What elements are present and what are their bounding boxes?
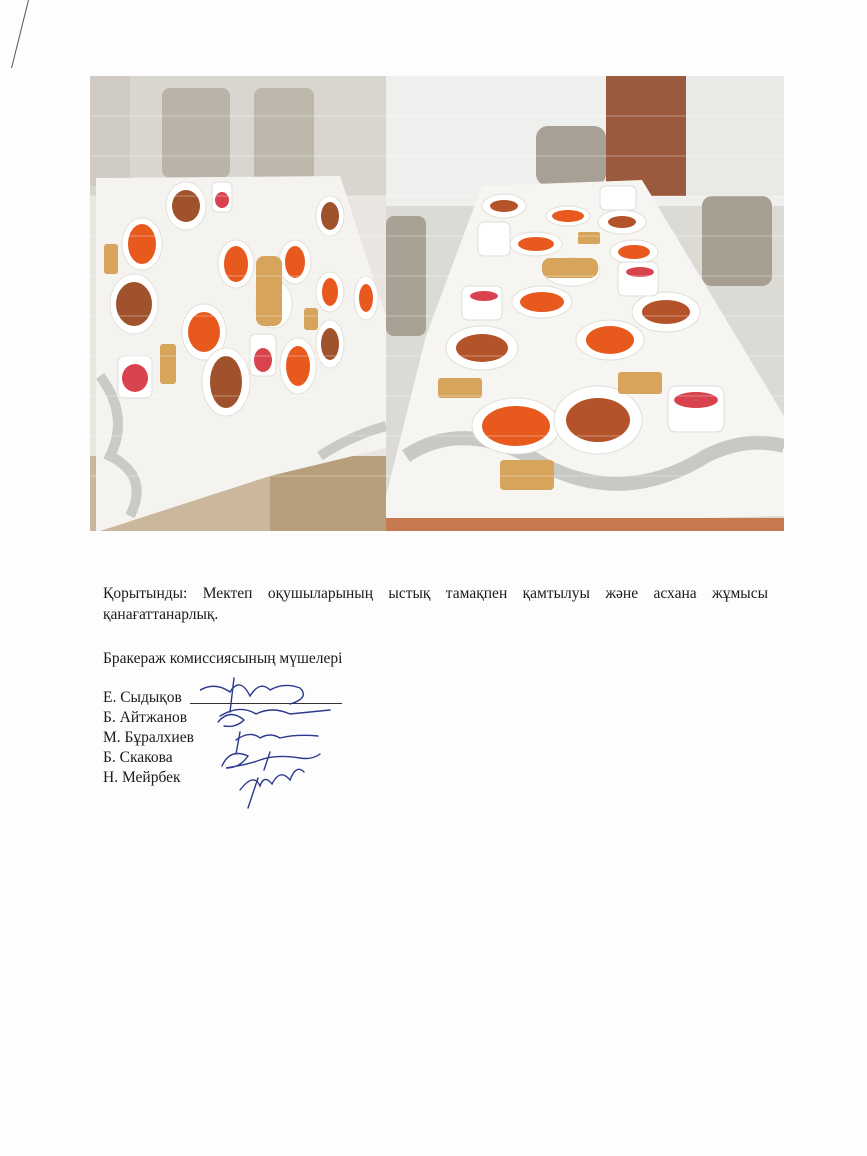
handwritten-signatures	[200, 668, 350, 818]
member-name: Н. Мейрбек	[103, 769, 181, 786]
signature-line	[190, 703, 342, 704]
member-name: М. Бұралхиев	[103, 729, 194, 746]
photo-dining-table-left	[90, 76, 386, 531]
member-name: Е. Сыдықов	[103, 689, 182, 706]
photo-dining-table-right	[386, 76, 784, 531]
member-name: Б. Скакова	[103, 749, 173, 766]
member-name: Б. Айтжанов	[103, 709, 188, 726]
commission-heading: Бракераж комиссиясының мүшелері	[103, 650, 343, 667]
conclusion-paragraph: Қорытынды: Мектеп оқушыларының ыстық тамақпен қамтылуы және асхана жұмысы қанағаттанарлық.	[103, 585, 768, 623]
scan-edge-mark	[11, 0, 29, 68]
members-list	[103, 688, 194, 788]
